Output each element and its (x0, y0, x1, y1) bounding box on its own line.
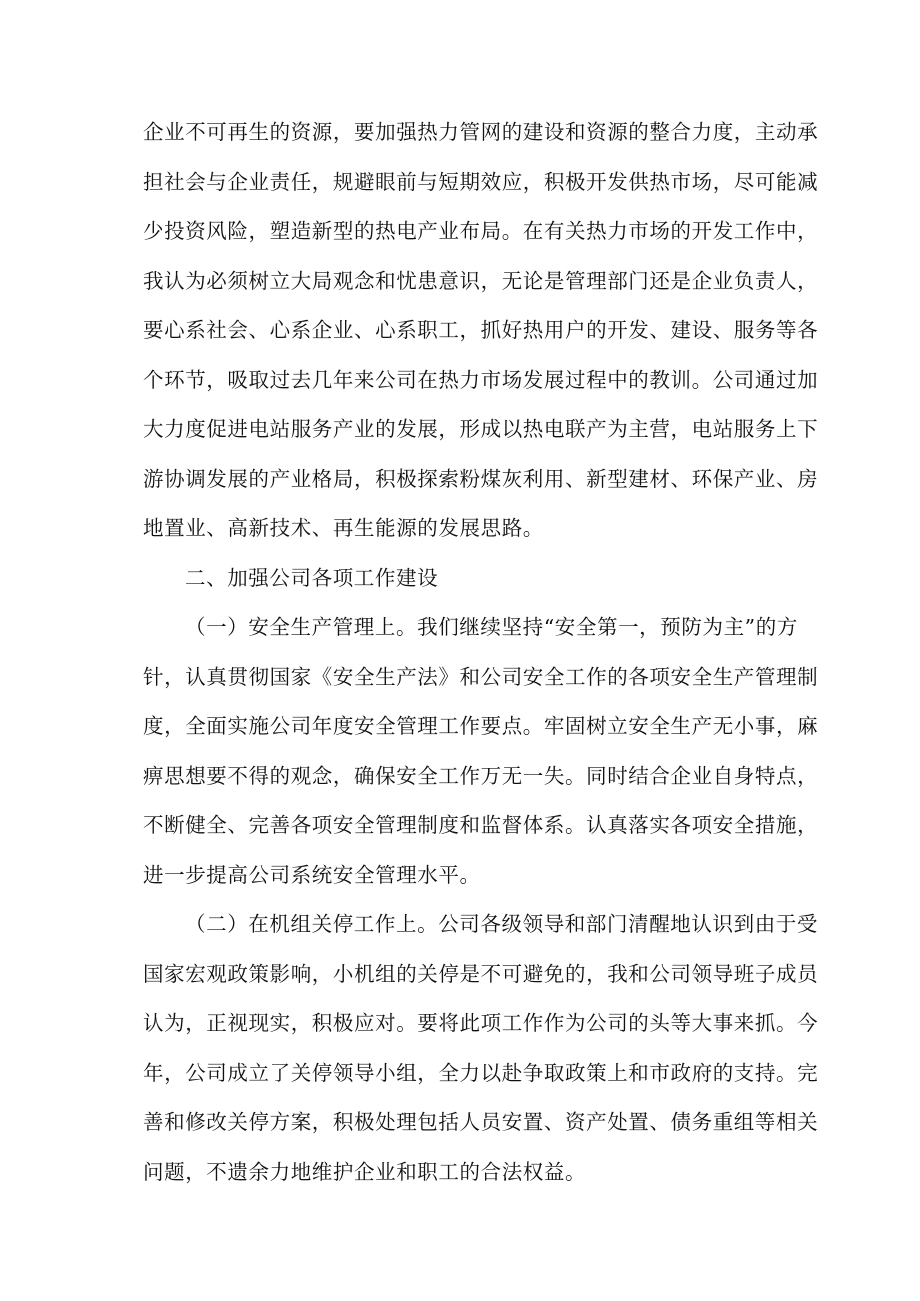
text-line: 进一步提高公司系统安全管理水平。 (143, 862, 481, 887)
text-line: 年，公司成立了关停领导小组，全力以赴争取政策上和市政府的支持。完 (143, 1060, 819, 1085)
text-line: 不断健全、完善各项安全管理制度和监督体系。认真落实各项安全措施， (143, 813, 819, 837)
text-line: 问题，不遗余力地维护企业和职工的合法权益。 (143, 1159, 587, 1184)
text-line: 国家宏观政策影响，小机组的关停是不可避免的，我和公司领导班子成员 (143, 961, 819, 986)
paragraph-resources (143, 108, 819, 554)
text-line: 认为，正视现实，积极应对。要将此项工作作为公司的头等大事来抓。今 (143, 1011, 819, 1035)
text-line: 个环节，吸取过去几年来公司在热力市场发展过程中的教训。公司通过加 (143, 367, 819, 392)
text-line: 少投资风险，塑造新型的热电产业布局。在有关热力市场的开发工作中， (143, 219, 819, 243)
paragraph-safety-management (143, 603, 819, 900)
text-line: 地置业、高新技术、再生能源的发展思路。 (143, 516, 544, 540)
text-line: （二）在机组关停工作上。公司各级领导和部门清醒地认识到由于受 (185, 912, 818, 936)
text-line: 担社会与企业责任，规避眼前与短期效应，积极开发供热市场，尽可能减 (143, 169, 819, 194)
text-line: 我认为必须树立大局观念和忧患意识，无论是管理部门还是企业负责人， (143, 268, 819, 293)
text-line: 大力度促进电站服务产业的发展，形成以热电联产为主营，电站服务上下 (143, 417, 819, 441)
text-line: 游协调发展的产业格局，积极探索粉煤灰利用、新型建材、环保产业、房 (143, 466, 819, 491)
document-body (143, 108, 819, 1197)
section-heading: 二、加强公司各项工作建设 (185, 565, 439, 590)
paragraph-unit-shutdown (143, 900, 819, 1197)
text-line: （一）安全生产管理上。我们继续坚持“安全第一，预防为主”的方 (185, 615, 798, 639)
text-line: 痹思想要不得的观念，确保安全工作万无一失。同时结合企业自身特点， (143, 763, 819, 788)
text-line: 要心系社会、心系企业、心系职工，抓好热用户的开发、建设、服务等各 (143, 318, 819, 342)
text-line: 善和修改关停方案，积极处理包括人员安置、资产处置、债务重组等相关 (143, 1110, 819, 1134)
text-line: 度，全面实施公司年度安全管理工作要点。牢固树立安全生产无小事，麻 (143, 714, 819, 738)
text-line: 针，认真贯彻国家《安全生产法》和公司安全工作的各项安全生产管理制 (143, 664, 819, 689)
text-line: 企业不可再生的资源，要加强热力管网的建设和资源的整合力度，主动承 (143, 120, 819, 144)
